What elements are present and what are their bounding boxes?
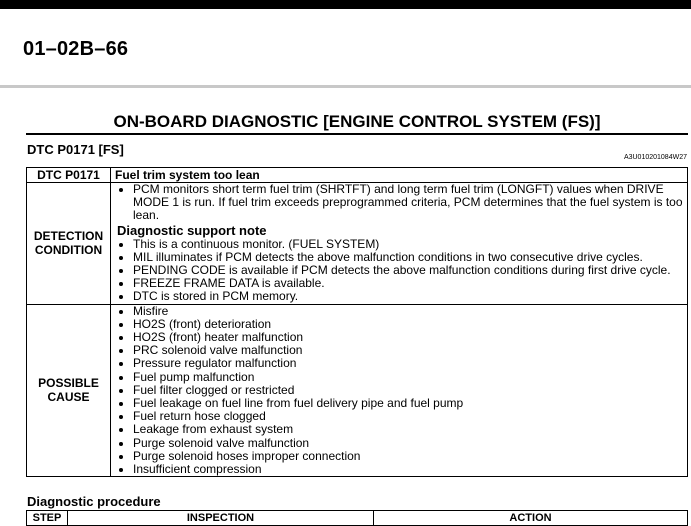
support-note-item: • MIL illuminates if PCM detects the above malfunction conditions in two consecutive drive cycles.	[133, 251, 683, 264]
support-note-list	[115, 238, 683, 304]
section-title: ON-BOARD DIAGNOSTIC [ENGINE CONTROL SYSTEM (FS)]	[113, 112, 601, 131]
procedure-column-action: ACTION	[374, 511, 688, 526]
header-rule	[0, 85, 691, 88]
possible-cause-item: • Pressure regulator malfunction	[133, 357, 683, 370]
support-note-heading: Diagnostic support note	[117, 222, 267, 238]
procedure-table	[26, 510, 688, 526]
document-id: A3U010201084W27	[623, 154, 687, 161]
dtc-code: DTC P0171	[27, 168, 111, 183]
possible-cause-item: • HO2S (front) deterioration	[133, 318, 683, 331]
possible-cause-item: • Purge solenoid hoses improper connection	[133, 450, 683, 463]
detection-condition-label: DETECTION CONDITION	[27, 183, 111, 305]
possible-cause-content	[111, 304, 688, 477]
possible-cause-item: • Fuel leakage on fuel line from fuel delivery pipe and fuel pump	[133, 397, 683, 410]
detection-condition-row	[27, 183, 688, 305]
procedure-column-step: STEP	[27, 511, 68, 526]
possible-cause-label: POSSIBLE CAUSE	[27, 304, 111, 477]
possible-cause-item: • Insufficient compression	[133, 463, 683, 476]
support-note-item: • FREEZE FRAME DATA is available.	[133, 277, 683, 290]
possible-cause-item: • PRC solenoid valve malfunction	[133, 344, 683, 357]
support-note-item: • PENDING CODE is available if PCM detects the above malfunction conditions during first drive cycle.	[133, 264, 683, 277]
dtc-description: Fuel trim system too lean	[111, 168, 688, 183]
possible-cause-item: • Purge solenoid valve malfunction	[133, 437, 683, 450]
dtc-heading: DTC P0171 [FS]	[27, 142, 124, 157]
possible-cause-item: • Leakage from exhaust system	[133, 423, 683, 436]
procedure-column-inspection: INSPECTION	[68, 511, 374, 526]
dtc-header-row	[27, 168, 688, 183]
possible-cause-row	[27, 304, 688, 477]
possible-cause-item: • Fuel filter clogged or restricted	[133, 384, 683, 397]
possible-cause-item: • Fuel return hose clogged	[133, 410, 683, 423]
dtc-table	[26, 167, 688, 477]
detection-list	[115, 183, 683, 223]
procedure-header-row	[27, 511, 688, 526]
page-number: 01–02B–66	[23, 38, 129, 60]
possible-cause-item: • Misfire	[133, 305, 683, 318]
top-border-bar	[0, 0, 691, 9]
possible-cause-list	[115, 305, 683, 477]
diagnostic-procedure-heading: Diagnostic procedure	[27, 494, 161, 509]
title-underline	[26, 133, 688, 135]
detection-item: • PCM monitors short term fuel trim (SHRTFT) and long term fuel trim (LONGFT) values when DRIVE MODE 1 is run. If fuel trim exceeds preprogrammed criteria, PCM determines that the fuel system is too lean.	[133, 183, 683, 223]
possible-cause-item: • Fuel pump malfunction	[133, 371, 683, 384]
possible-cause-item: • HO2S (front) heater malfunction	[133, 331, 683, 344]
support-note-item: • This is a continuous monitor. (FUEL SYSTEM)	[133, 238, 683, 251]
detection-condition-content	[111, 183, 688, 305]
support-note-item: • DTC is stored in PCM memory.	[133, 290, 683, 303]
